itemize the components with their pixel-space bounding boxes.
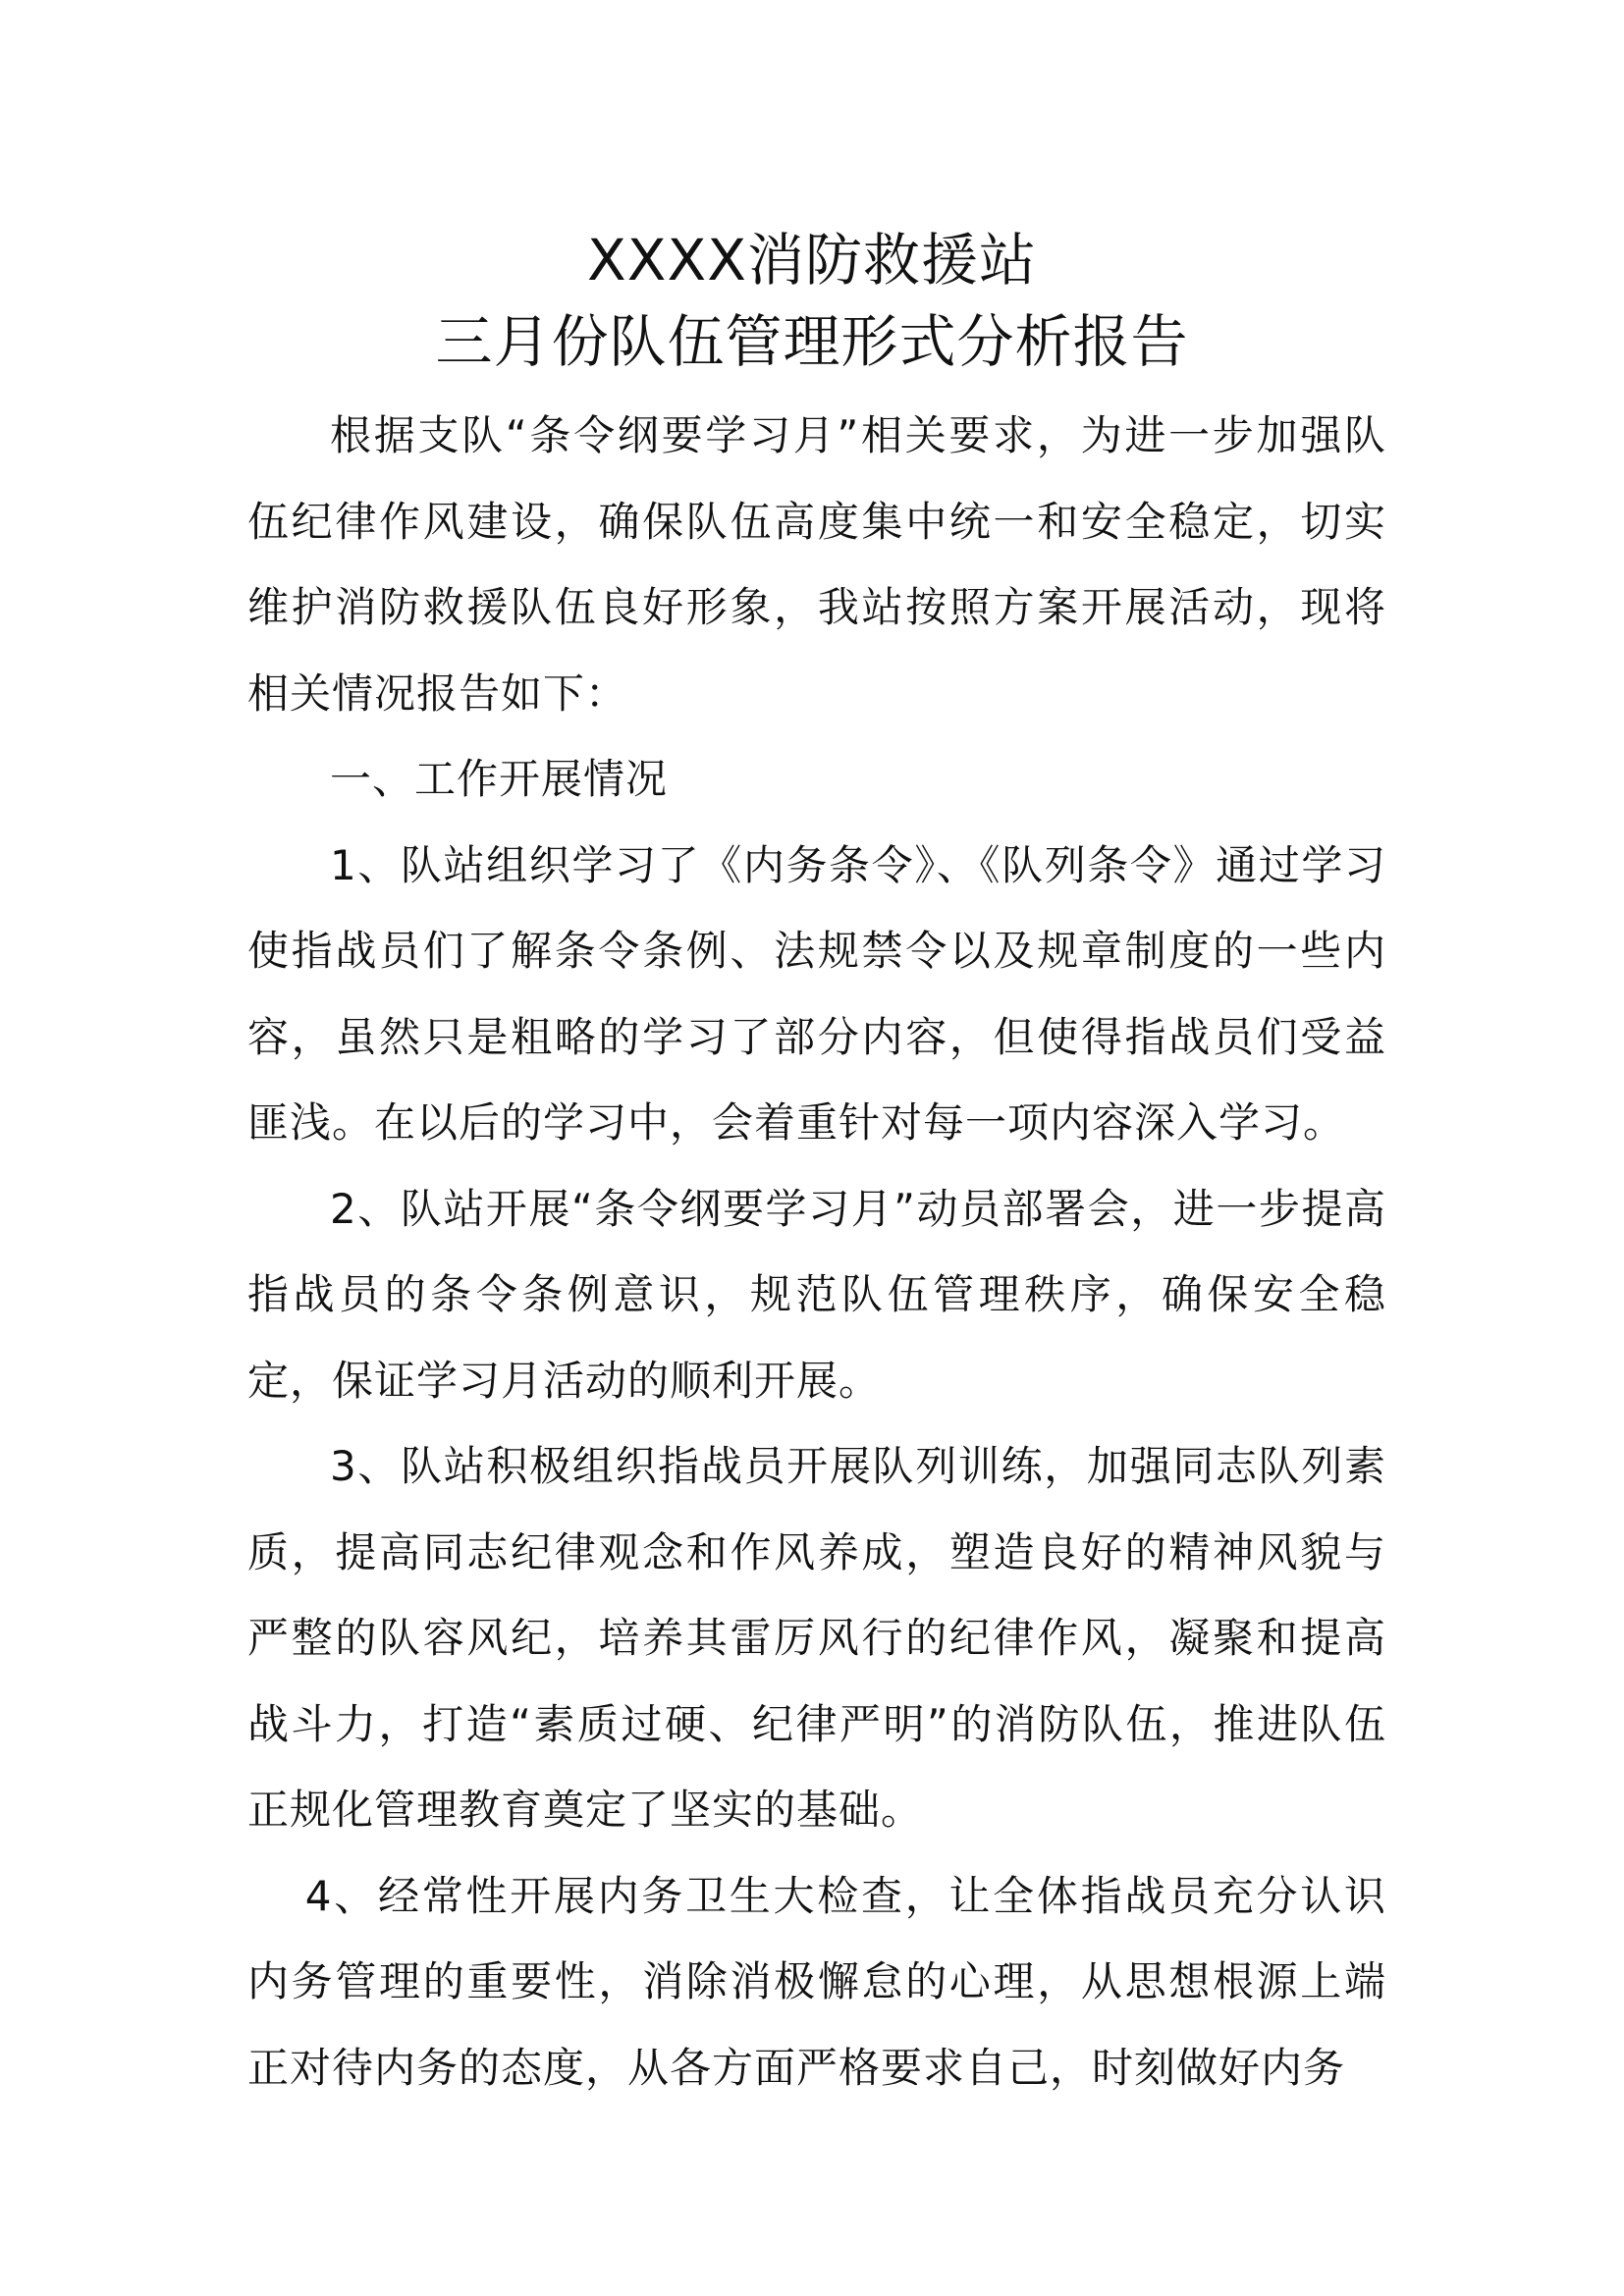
paragraph-item-4: 4、经常性开展内务卫生大检查，让全体指战员充分认识内务管理的重要性，消除消极懈怠的心理，从思想根源上端正对待内务的态度，从各方面严格要求自己，时刻做好内务 (247, 1871, 1386, 2092)
section-heading: 一、工作开展情况 (330, 755, 669, 803)
title-line-1: XXXX消防救援站 (587, 227, 1037, 294)
title-line-2: 三月份队伍管理形式分析报告 (435, 308, 1189, 375)
paragraph-intro: 根据支队“条令纲要学习月”相关要求，为进一步加强队伍纪律作风建设，确保队伍高度集中统一和安全稳定，切实维护消防救援队伍良好形象，我站按照方案开展活动，现将相关情况报告如下： (247, 411, 1386, 718)
paragraph-item-1: 1、队站组织学习了《内务条令》、《队列条令》通过学习使指战员们了解条令条例、法规禁令以及规章制度的一些内容，虽然只是粗略的学习了部分内容，但使得指战员们受益匪浅。在以后的学习中，会着重针对每一项内容深入学习。 (247, 840, 1386, 1147)
paragraph-item-3: 3、队站积极组织指战员开展队列训练，加强同志队列素质，提高同志纪律观念和作风养成，塑造良好的精神风貌与严整的队容风纪，培养其雷厉风行的纪律作风，凝聚和提高战斗力，打造“素质过硬、纪律严明”的消防队伍，推进队伍正规化管理教育奠定了坚实的基础。 (247, 1442, 1386, 1834)
body-text (247, 393, 1386, 2110)
paragraph-item-2: 2、队站开展“条令纲要学习月”动员部署会，进一步提高指战员的条令条例意识，规范队伍管理秩序，确保安全稳定，保证学习月活动的顺利开展。 (247, 1184, 1386, 1405)
